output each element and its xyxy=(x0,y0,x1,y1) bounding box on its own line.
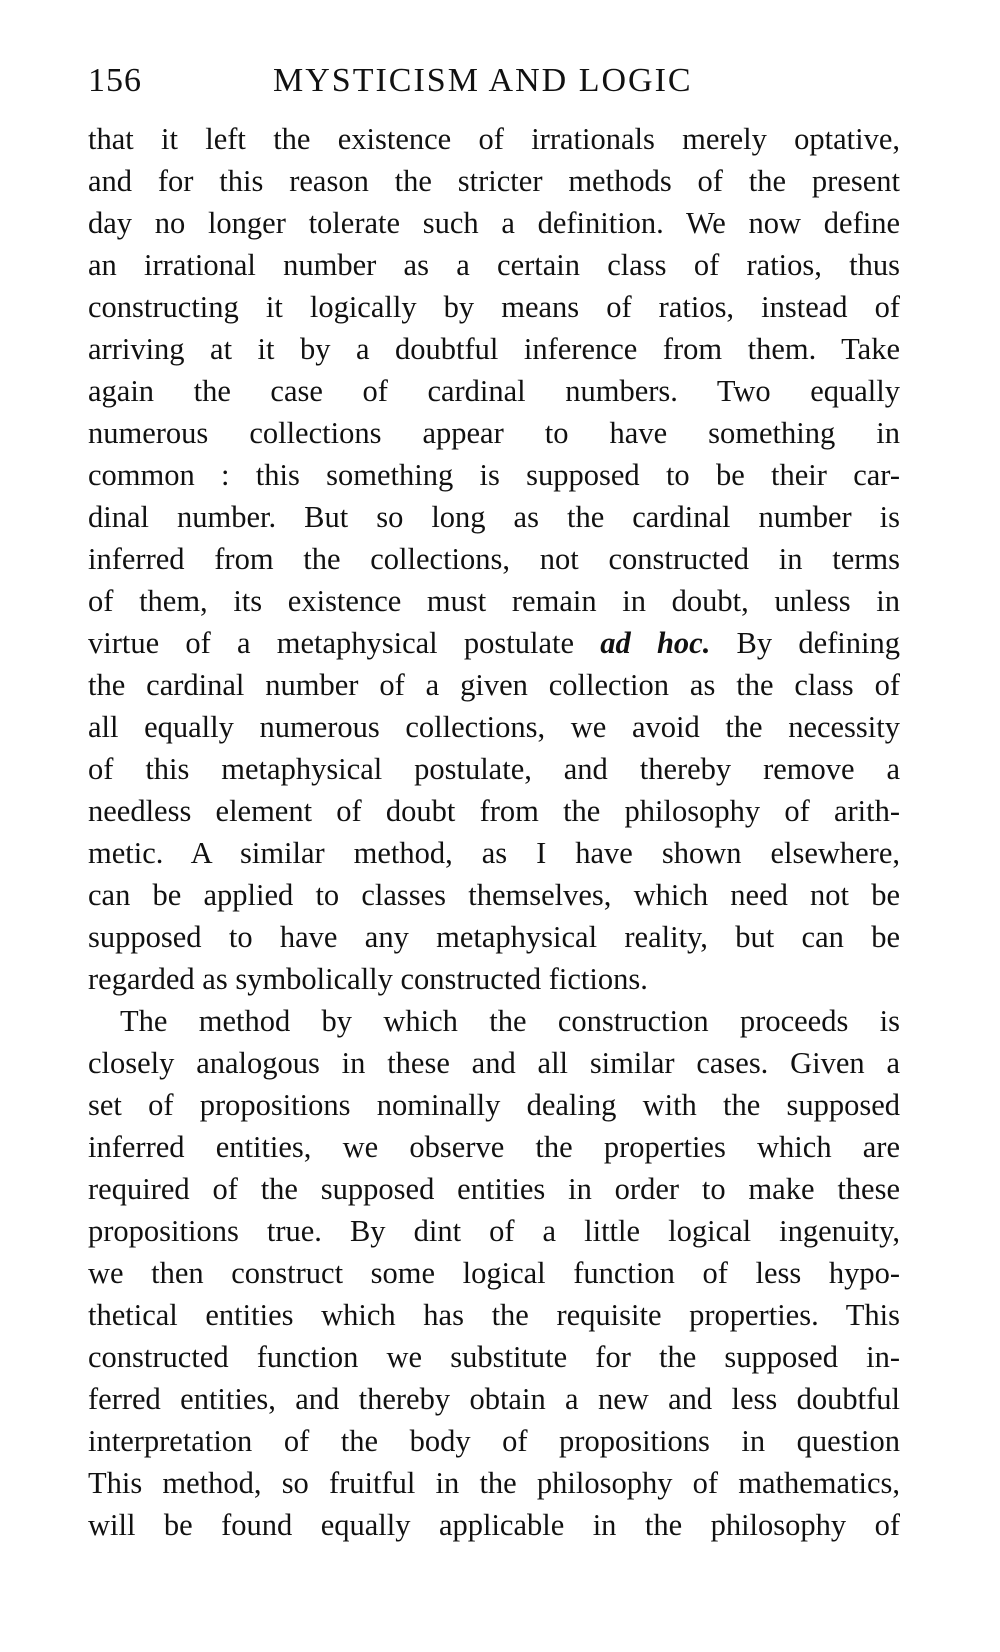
text-line: needless element of doubt from the philosophy of arith- xyxy=(88,794,900,828)
text-line: closely analogous in these and all similar cases. Given a xyxy=(88,1046,900,1080)
text-line: an irrational number as a certain class of ratios, thus xyxy=(88,248,900,282)
page-number: 156 xyxy=(88,62,142,99)
text-line: of this metaphysical postulate, and thereby remove a xyxy=(88,752,900,786)
paragraph-2 xyxy=(88,1000,900,1546)
text-line: numerous collections appear to have something in xyxy=(88,416,900,450)
text-line: we then construct some logical function of less hypo- xyxy=(88,1256,900,1290)
text-line: and for this reason the stricter methods of the present xyxy=(88,164,900,198)
text-line-with-italic xyxy=(88,622,900,664)
text-line: of them, its existence must remain in doubt, unless in xyxy=(88,584,900,618)
text-line: supposed to have any metaphysical reality, but can be xyxy=(88,920,900,954)
text-line-indented: The method by which the construction proceeds is xyxy=(120,1004,900,1038)
text-line: again the case of cardinal numbers. Two equally xyxy=(88,374,900,408)
text-line: propositions true. By dint of a little logical ingenuity, xyxy=(88,1214,900,1248)
text-line: day no longer tolerate such a definition. We now define xyxy=(88,206,900,240)
text-line: set of propositions nominally dealing with the supposed xyxy=(88,1088,900,1122)
text-line: all equally numerous collections, we avoid the necessity xyxy=(88,710,900,744)
page-header xyxy=(88,62,898,112)
text-line: interpretation of the body of propositions in question xyxy=(88,1424,900,1458)
text-line: inferred from the collections, not constructed in terms xyxy=(88,542,900,576)
text-line: required of the supposed entities in order to make these xyxy=(88,1172,900,1206)
text-line: the cardinal number of a given collection as the class of xyxy=(88,668,900,702)
text-line: metic. A similar method, as I have shown elsewhere, xyxy=(88,836,900,870)
text-line: can be applied to classes themselves, which need not be xyxy=(88,878,900,912)
text-fragment: virtue of a metaphysical postulate xyxy=(88,626,601,660)
text-line: inferred entities, we observe the properties which are xyxy=(88,1130,900,1164)
text-fragment: By defining xyxy=(710,626,900,660)
text-line: ferred entities, and thereby obtain a new and less doubtful xyxy=(88,1382,900,1416)
text-line: constructed function we substitute for the supposed in- xyxy=(88,1340,900,1374)
italic-term: ad hoc. xyxy=(600,626,711,660)
body-text xyxy=(88,118,900,1546)
text-line: will be found equally applicable in the philosophy of xyxy=(88,1508,900,1542)
text-line: common : this something is supposed to be their car- xyxy=(88,458,900,492)
text-line: constructing it logically by means of ratios, instead of xyxy=(88,290,900,324)
text-line-last: regarded as symbolically constructed fictions. xyxy=(88,962,648,996)
text-line: This method, so fruitful in the philosophy of mathematics, xyxy=(88,1466,900,1500)
paragraph-1 xyxy=(88,118,900,1000)
text-line: dinal number. But so long as the cardinal number is xyxy=(88,500,900,534)
text-line: arriving at it by a doubtful inference from them. Take xyxy=(88,332,900,366)
text-line: that it left the existence of irrationals merely optative, xyxy=(88,122,900,156)
running-title: MYSTICISM AND LOGIC xyxy=(273,62,693,99)
text-line: thetical entities which has the requisite properties. This xyxy=(88,1298,900,1332)
